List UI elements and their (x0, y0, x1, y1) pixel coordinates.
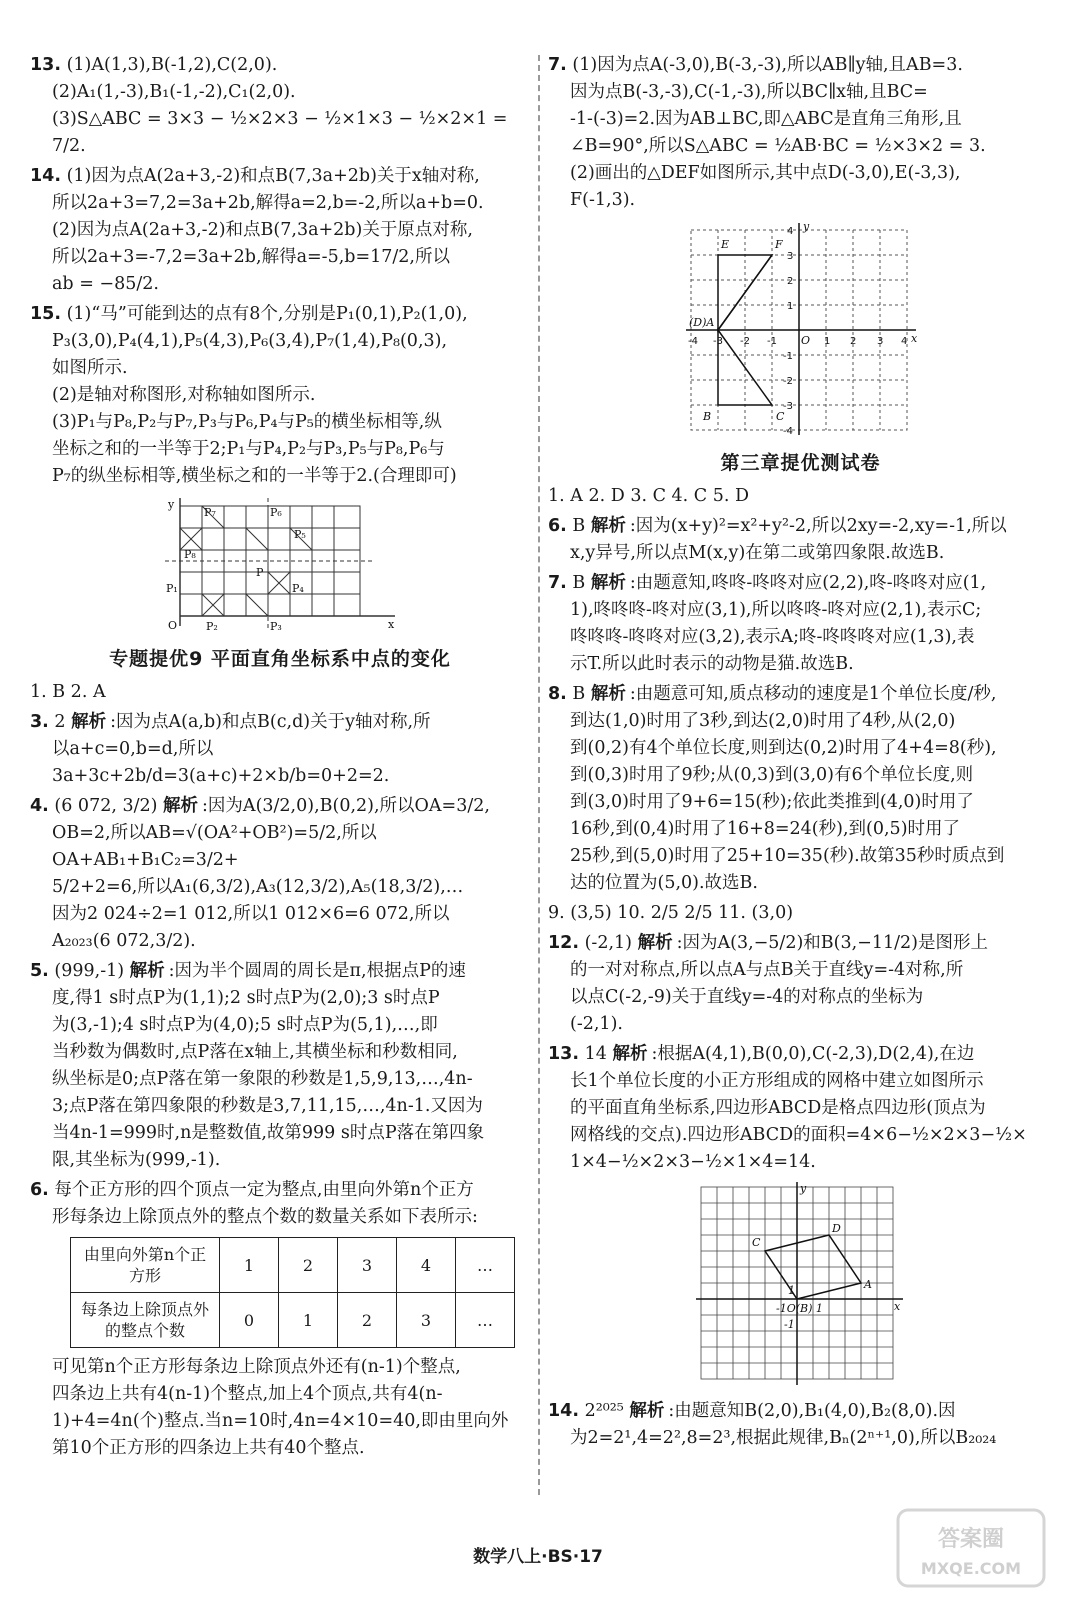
section-title-chapter3: 第三章提优测试卷 (720, 452, 881, 474)
answers-1-5: 1. A 2. D 3. C 4. C 5. D (548, 486, 750, 506)
figure-q15-grid (160, 496, 400, 636)
label-p: P (256, 566, 264, 579)
question-14-right: 14. 2²⁰²⁵ 解析 :由题意知B(2,0),B₁(4,0),B₂(8,0).因 为2=2¹,4=2²,8=2³,根据此规律,Bₙ(2ⁿ⁺¹,0),所以B₂₀₂₄ (548, 1401, 997, 1448)
y-tick: -4 (782, 426, 793, 437)
question-12-right: 12. (-2,1) 解析 :因为A(3,−5/2)和B(3,−11/2)是图形上 的一对对称点,所以点A与点B关于直线y=-4对称,所 以点C(-2,-9)关于直线y=-4的对称点的坐标为 (-2,1). (548, 933, 988, 1034)
y-tick: 4 (786, 226, 793, 237)
x-tick: -4 (687, 336, 698, 347)
y-tick: 1 (786, 301, 793, 312)
label-p3: P₃ (270, 620, 282, 633)
question-6-left: 6. 每个正方形的四个顶点一定为整点,由里向外第n个正方 形每条边上除顶点外的整点个数的数量关系如下表所示: 由里向外第n个正方形 1 2 3 4 … 每条边上除顶点外的整点个数 0 1 2 3 … 可见第n个正方形每条边上除顶点外还有(n-1)个整点, 四条边上共有4(n-1)个整点,加上4个顶点,共有4(n- 1)+4=4n(个)整点.当n=10时,4n=4×10=40,即由里向外 第10个正方形的四条边上共有40个整点. (30, 1177, 530, 1462)
label-p8: P₈ (184, 548, 196, 561)
axis-x-label: x (893, 1300, 900, 1313)
question-14: 14. (1)因为点A(2a+3,-2)和点B(7,3a+2b)关于x轴对称, 所以2a+3=7,2=3a+2b,解得a=2,b=-2,所以a+b=0. (2)因为点A(2a+3,-2)和点B(7,3a+2b)关于原点对称, 所以2a+3=-7,2=3a+2b,解得a=-5,b=17/2,所以 ab = −85/2. (30, 166, 484, 294)
label-origin: O (800, 334, 810, 347)
axis-y-label: y (799, 1182, 806, 1195)
x-tick: -1 (766, 336, 777, 347)
table-row: 每条边上除顶点外的整点个数 0 1 2 3 … (71, 1293, 515, 1348)
label-a: A (863, 1278, 872, 1291)
label-c: C (775, 410, 784, 423)
tick-1: 1 (787, 1284, 795, 1297)
answers-9-11: 9. (3,5) 10. 2/5 2/5 11. (3,0) (548, 903, 794, 923)
label-b: B (702, 410, 711, 423)
question-3-left: 3. 2 解析 :因为点A(a,b)和点B(c,d)关于y轴对称,所 以a+c=0,b=d,所以3a+3c+2b/d=3(a+c)+2×b/b=0+2=2. (30, 712, 431, 786)
y-tick: -2 (782, 376, 793, 387)
x-tick: 3 (876, 336, 883, 347)
axis-x-label: x (388, 618, 395, 631)
section-title-9: 专题提优9 平面直角坐标系中点的变化 (109, 648, 451, 670)
axis-x-label: x (910, 332, 917, 345)
label-d-a: (D)A (688, 316, 714, 329)
y-tick: 3 (786, 251, 793, 262)
svg-text:MXQE.COM: MXQE.COM (920, 1559, 1022, 1578)
page-footer: 数学八上·BS·17 (473, 1547, 603, 1567)
x-tick: -2 (739, 336, 750, 347)
label-d: D (831, 1222, 841, 1235)
question-13-right: 13. 14 解析 :根据A(4,1),B(0,0),C(-2,3),D(2,4),在边 长1个单位长度的小正方形组成的网格中建立如图所示 的平面直角坐标系,四边形ABCD是格点四边形(顶点为 网格线的交点).四边形ABCD的面积=4×6−½×2×3−½× 1×4−½×2×3−½×1×4=14. (548, 1044, 1027, 1172)
label-p4: P₄ (292, 582, 304, 595)
label-p2: P₂ (206, 620, 218, 633)
question-6-right: 6. B 解析 :因为(x+y)²=x²+y²-2,所以2xy=-2,xy=-1,所以 x,y异号,所以点M(x,y)在第二或第四象限.故选B. (548, 516, 1007, 563)
y-tick: -3 (782, 401, 793, 412)
axis-y-label: y (168, 498, 175, 511)
figure-q7-coordinate-grid (681, 220, 921, 440)
watermark-logo (896, 1508, 1046, 1588)
label-p7: P₇ (204, 506, 216, 519)
left-column (30, 52, 530, 1465)
question-8-right: 8. B 解析 :由题意可知,质点移动的速度是1个单位长度/秒, 到达(1,0)时用了3秒,到达(2,0)时用了4秒,从(2,0) 到(0,2)有4个单位长度,则到达(0,2)时用了4+4=8(秒), 到(0,3)时用了9秒;从(0,3)到(3,0)有6个单位长度,则 到(3,0)时用了9+6=15(秒);依此类推到(4,0)时用了 16秒,到(0,4)时用了16+8=24(秒),到(0,5)时用了 25秒,到(5,0)时用了25+10=35(秒).故第35秒时质点到 达的位置为(5,0).故选B. (548, 684, 1005, 893)
label-p1: P₁ (166, 582, 178, 595)
svg-text:答案圈: 答案圈 (937, 1527, 1005, 1552)
tick-minus-1: -1 (783, 1318, 795, 1331)
x-tick: 1 (823, 336, 830, 347)
y-tick: 2 (786, 276, 793, 287)
table-row: 由里向外第n个正方形 1 2 3 4 … (71, 1238, 515, 1293)
question-7-top: 7. (1)因为点A(-3,0),B(-3,-3),所以AB∥y轴,且AB=3. 因为点B(-3,-3),C(-1,-3),所以BC∥x轴,且BC= -1-(-3)=2.因为AB⊥BC,即△ABC是直角三角形,且 ∠B=90°,所以S△ABC = ½AB·BC = ½×3×2 = 3. (2)画出的△DEF如图所示,其中点D(-3,0),E(-3,3), F(-1,3). (548, 55, 986, 210)
right-column (548, 52, 1053, 1455)
label-p6: P₆ (270, 506, 282, 519)
x-tick: 2 (849, 336, 856, 347)
column-divider (538, 55, 540, 1495)
label-c: C (751, 1236, 760, 1249)
question-13: 13. (1)A(1,3),B(-1,2),C(2,0). (2)A₁(1,-3),B₁(-1,-2),C₁(2,0). (3)S△ABC = 3×3 − ½×2×3 − ½×1×3 − ½×2×1 = 7/2. (30, 55, 508, 156)
y-tick: -1 (782, 351, 793, 362)
question-4-left: 4. (6 072, 3/2) 解析 :因为A(3/2,0),B(0,2),所以OA=3/2, OB=2,所以AB=√(OA²+OB²)=5/2,所以OA+AB₁+B₁C₂=3/2+ 5/2+2=6,所以A₁(6,3/2),A₃(12,3/2),A₅(18,3/2),… 因为2 024÷2=1 012,所以1 012×6=6 072,所以 A₂₀₂₃(6 072,3/2). (30, 796, 490, 951)
figure-q13-grid (696, 1182, 906, 1392)
label-e: E (720, 238, 729, 251)
label-origin-b: -1O(B) 1 (775, 1302, 823, 1315)
x-tick: 4 (900, 336, 907, 347)
question-5-left: 5. (999,-1) 解析 :因为半个圆周的周长是π,根据点P的速 度,得1 s时点P为(1,1);2 s时点P为(2,0);3 s时点P 为(3,-1);4 s时点P为(4,0);5 s时点P为(5,1),…,即 当秒数为偶数时,点P落在x轴上,其横坐标和秒数相同, 纵坐标是0;点P落在第一象限的秒数是1,5,9,13,…,4n- 3;点P落在第四象限的秒数是3,7,11,15,…,4n-1.又因为 当4n-1=999时,n是整数值,故第999 s时点P落在第四象 限,其坐标为(999,-1). (30, 961, 485, 1170)
x-tick: -3 (712, 336, 723, 347)
label-p5: P₅ (294, 528, 306, 541)
answers-1-2: 1. B 2. A (30, 682, 106, 702)
label-f: F (774, 238, 783, 251)
question-15: 15. (1)“马”可能到达的点有8个,分别是P₁(0,1),P₂(1,0), P₃(3,0),P₄(4,1),P₅(4,3),P₆(3,4),P₇(1,4),P₈(0,3), 如图所示. (2)是轴对称图形,对称轴如图所示. (3)P₁与P₈,P₂与P₇,P₃与P₆,P₄与P₅的横坐标相等,纵 坐标之和的一半等于2;P₁与P₄,P₂与P₃,P₅与P₈,P₆与 P₇的纵坐标相等,横坐标之和的一半等于2.(合理即可) (30, 304, 468, 486)
square-table (70, 1237, 515, 1348)
question-7-right: 7. B 解析 :由题意知,咚咚-咚咚对应(2,2),咚-咚咚对应(1, 1),咚咚咚-咚对应(3,1),所以咚咚-咚对应(2,1),表示C; 咚咚咚-咚咚对应(3,2),表示A;咚-咚咚咚对应(1,3),表 示T.所以此时表示的动物是猫.故选B. (548, 573, 987, 674)
label-o: O (168, 619, 178, 632)
axis-y-label: y (802, 220, 809, 233)
